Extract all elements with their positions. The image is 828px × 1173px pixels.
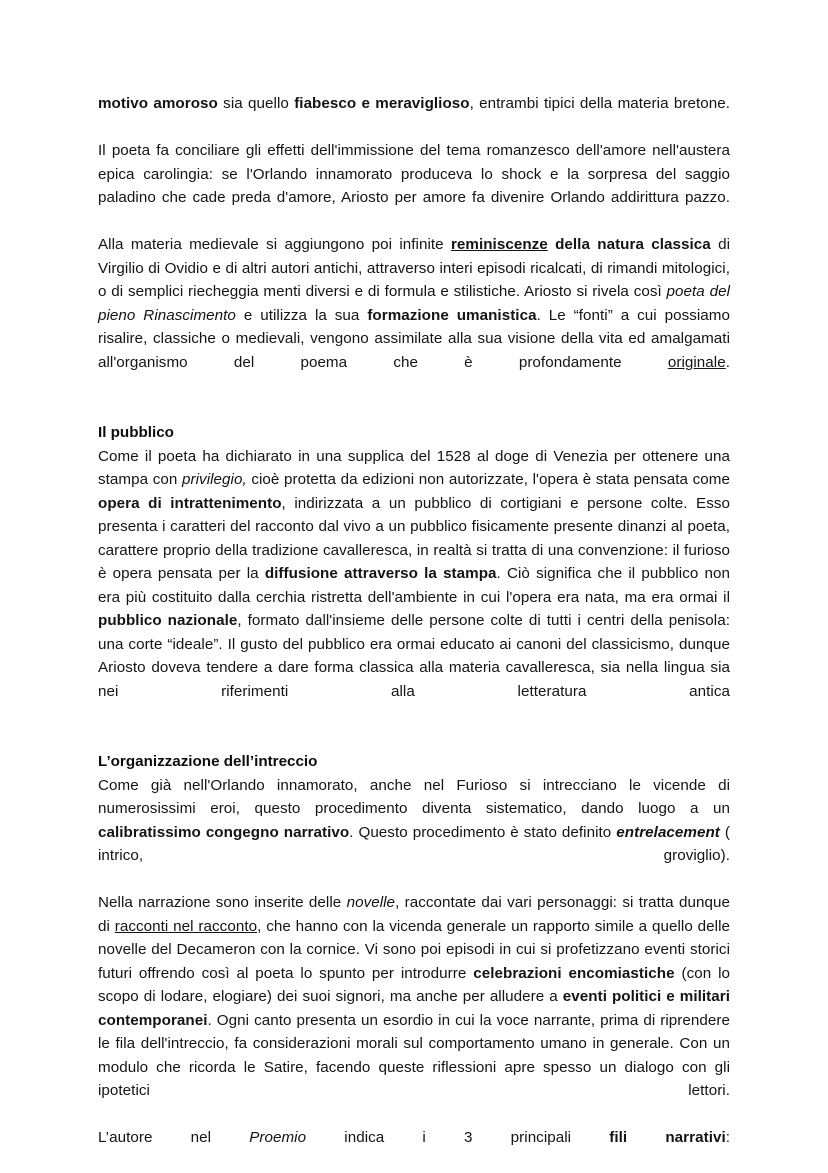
text-run: , indirizzata a un pubblico di cortigiani e persone colte. Esso presenta i caratteri del racconto dal vivo a un pubblico fisicamente presente dinanzi al poeta, carattere proprio della tradizione cavalleresca, in realtà si tratta di una convenzione: il furioso è opera pensata per la xyxy=(98,494,730,582)
text-run: , che hanno con la vicenda generale un rapporto simile a quello delle novelle del Decameron con la cornice. Vi sono poi episodi in cui si profetizzano eventi storici futuri offrendo così al poeta lo spunto per introdurre xyxy=(98,917,731,982)
paragraph-fili-narrativi xyxy=(98,1126,730,1173)
text-run: fili narrativi xyxy=(609,1129,726,1146)
heading-organizzazione-intreccio: L’organizzazione dell’intreccio xyxy=(98,753,318,770)
text-run: di Virgilio di Ovidio e di altri autori antichi, attraverso interi episodi ricalcati, di rimandi mitologici, o di semplici riecheggia menti diversi e di formula e stilistiche. Ariosto si rivela così xyxy=(98,236,730,300)
text-run: . Ciò significa che il pubblico non era più costituito dalla cerchia ristretta dell'ambiente in cui l'opera era nata, ma era ormai il xyxy=(98,565,730,606)
text-run: (con lo scopo di lodare, elogiare) dei suoi signori, ma anche per alludere a xyxy=(98,964,731,1005)
paragraph-novelle xyxy=(98,891,730,1126)
spacer-before-organizzazione xyxy=(98,727,730,751)
paragraph-il-poeta-fa-conciliare xyxy=(98,139,730,233)
text-run: racconti nel racconto xyxy=(114,917,258,935)
paragraph-il-pubblico-body xyxy=(98,445,730,727)
heading-il-pubblico: Il pubblico xyxy=(98,424,174,441)
text-run: , formato dall'insieme delle persone colte di tutti i centri della penisola: una corte “ideale”. Il gusto del pubblico era ormai educato ai canoni del classicismo, dunque Ariosto doveva tendere a dare forma classica alla materia cavalleresca, sia nella lingua sia nei riferimenti alla letteratura antica xyxy=(98,612,730,700)
text-run: Come il poeta ha dichiarato in una supplica del 1528 al doge di Venezia per ottenere una stampa con xyxy=(98,447,730,488)
text-run: , raccontate dai vari personaggi: si tratta dunque di xyxy=(98,894,730,935)
text-run: privilegio, xyxy=(182,471,247,488)
text-run: sia quello xyxy=(217,95,295,112)
text-run: formazione umanistica xyxy=(367,306,537,324)
text-run: fiabesco e meraviglioso xyxy=(294,95,470,112)
paragraph-materia-medievale xyxy=(98,233,730,398)
spacer-before-il-pubblico xyxy=(98,398,730,422)
paragraph-entrelacement xyxy=(98,774,730,892)
text-run: opera di intrattenimento xyxy=(98,494,282,512)
text-run: eventi politici e militari contemporanei xyxy=(98,988,730,1029)
text-run: , entrambi tipici della materia bretone. xyxy=(469,95,730,112)
text-run: diffusione attraverso la stampa xyxy=(264,565,497,582)
text-run: . Questo procedimento è stato definito xyxy=(349,823,617,841)
text-run: novelle xyxy=(346,894,396,911)
text-run: ( intrico, groviglio). xyxy=(98,823,731,864)
text-run: Come già nell'Orlando innamorato, anche nel Furioso si intrecciano le vicende di numerosissimi eroi, questo procedimento diventa sistematico, dando luogo a un xyxy=(98,776,730,817)
text-run: indica i 3 principali xyxy=(306,1129,610,1146)
text-run: della natura classica xyxy=(547,236,711,253)
text-run: celebrazioni encomiastiche xyxy=(473,964,675,982)
text-run: Nella narrazione sono inserite delle xyxy=(98,894,347,911)
text-run: Il poeta fa conciliare gli effetti dell'immissione del tema romanzesco dell'amore nell'austera epica carolingia: se l'Orlando innamorato produceva lo shock e la sorpresa del saggio paladino che cade preda d'amore, Ariosto per amore fa divenire Orlando addirittura pazzo. xyxy=(98,142,730,206)
text-column xyxy=(98,92,730,1173)
text-run: Alla materia medievale si aggiungono poi infinite xyxy=(98,236,451,253)
text-run: L’autore nel xyxy=(98,1129,250,1146)
text-run: calibratissimo congegno narrativo xyxy=(98,823,350,841)
text-run: reminiscenze xyxy=(450,236,548,253)
text-run: poeta del pieno Rinascimento xyxy=(98,283,731,324)
text-run: Proemio xyxy=(249,1129,307,1146)
text-run: originale xyxy=(667,353,726,371)
text-run: . Ogni canto presenta un esordio in cui la voce narrante, prima di riprendere le fila dell'intreccio, fa considerazioni morali sul comportamento umano in generale. Con un modulo che ricorda le Satire, facendo queste riflessioni apre spesso un dialogo con gli ipotetici lettori. xyxy=(98,1011,730,1099)
text-run: e utilizza la sua xyxy=(235,306,368,324)
paragraph-motivo-amoroso xyxy=(98,92,730,139)
text-run: motivo amoroso xyxy=(98,95,218,112)
text-run: cioè protetta da edizioni non autorizzate, l'opera è stata pensata come xyxy=(246,471,731,488)
text-run: : xyxy=(725,1129,731,1146)
text-run: . xyxy=(725,353,730,371)
text-run: pubblico nazionale xyxy=(98,612,238,629)
text-run: entrelacement xyxy=(616,823,720,841)
text-run: . Le “fonti” a cui possiamo risalire, classiche o medievali, vengono assimilate alla sua visione della vita ed amalgamati all'organismo del poema che è profondamente xyxy=(98,306,730,371)
